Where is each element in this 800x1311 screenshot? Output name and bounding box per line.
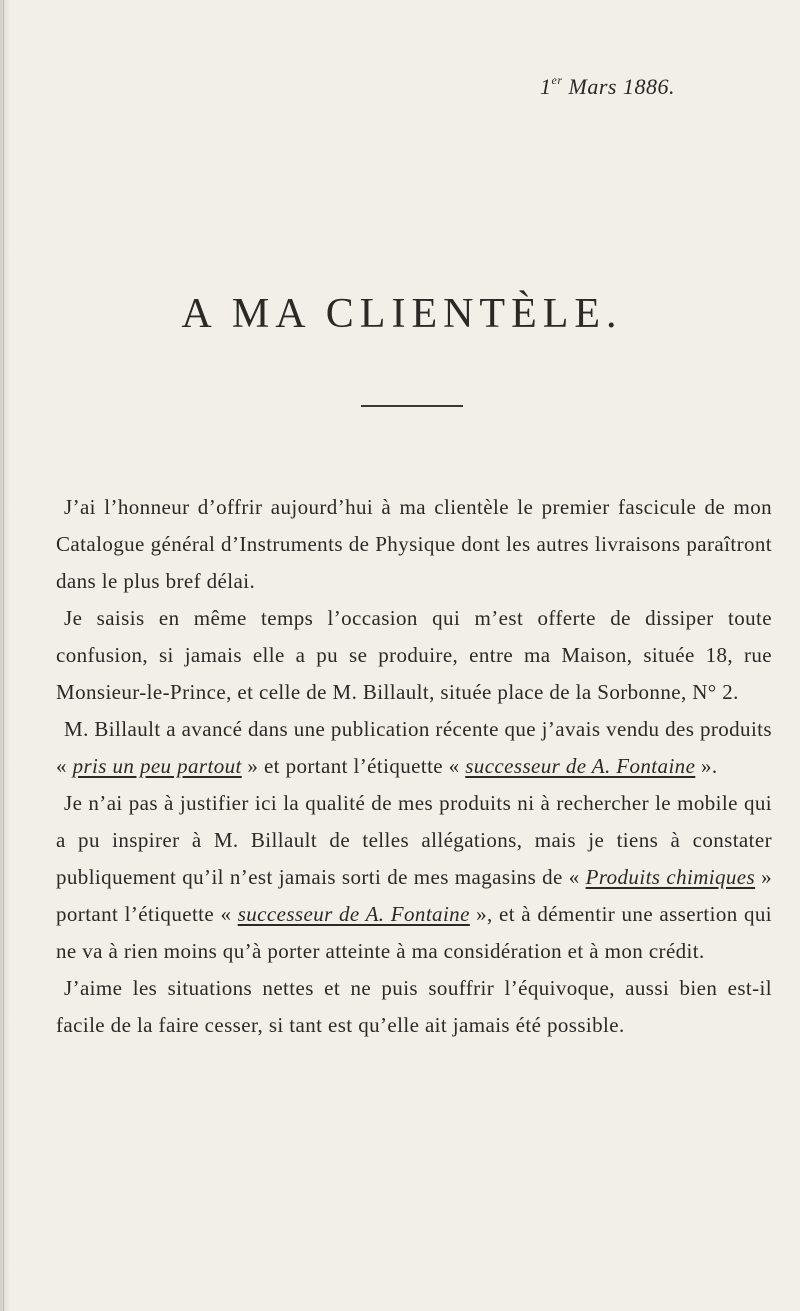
paragraph-2: Je saisis en même temps l’occasion qui m’est offerte de dissiper toute confusion, si jamais elle a pu se produire, entre ma Maison, située 18, rue Monsieur-le-Prince, et celle de M. Billault, située place de la Sorbonne, N° 2.	[56, 606, 772, 704]
page-edge	[0, 0, 10, 1311]
paragraph-4-part-1: Je n’ai pas à justifier ici la qualité de mes produits ni à rechercher le mobile qui a pu inspirer à M. Billault de telles allégations, mais je tiens à constater publiquement qu’il n’est jamais sorti de mes magasins de «	[56, 791, 772, 889]
paragraph-3	[56, 711, 772, 785]
paragraph-3-part-3: ».	[695, 754, 718, 778]
paragraph-3-part-1: M. Billault a avancé dans une publication récente que j’avais vendu des produits «	[56, 717, 772, 778]
date-day: 1	[540, 74, 552, 99]
page-title: A MA CLIENTÈLE.	[181, 291, 623, 337]
date-rest: Mars 1886.	[568, 74, 675, 99]
paragraph-5: J’aime les situations nettes et ne puis souffrir l’équivoque, aussi bien est-il facile de la faire cesser, si tant est qu’elle ait jamais été possible.	[56, 976, 772, 1037]
paragraph-4-part-3: », et à démentir une assertion qui ne va à rien moins qu’à porter atteinte à ma considération et à mon crédit.	[56, 902, 772, 963]
date-line	[540, 74, 675, 100]
paragraph-3-part-2: » et portant l’étiquette «	[241, 754, 466, 778]
paragraph-4-quote-1: Produits chimiques	[585, 865, 756, 889]
date-superscript: er	[551, 72, 563, 87]
paragraph-3-quote-1: pris un peu partout	[72, 754, 242, 778]
paragraph-3-quote-2: successeur de A. Fontaine	[465, 754, 696, 778]
paragraph-4-part-2: » portant l’étiquette «	[56, 865, 772, 926]
title-divider	[361, 405, 463, 407]
letter-body	[56, 489, 772, 1044]
paragraph-1: J’ai l’honneur d’offrir aujourd’hui à ma clientèle le premier fascicule de mon Catalogue général d’Instruments de Physique dont les autres livraisons paraîtront dans le plus bref délai.	[56, 495, 772, 593]
paragraph-4-quote-2: successeur de A. Fontaine	[237, 902, 470, 926]
page-edge-line	[3, 0, 4, 1311]
paragraph-4	[56, 785, 772, 970]
